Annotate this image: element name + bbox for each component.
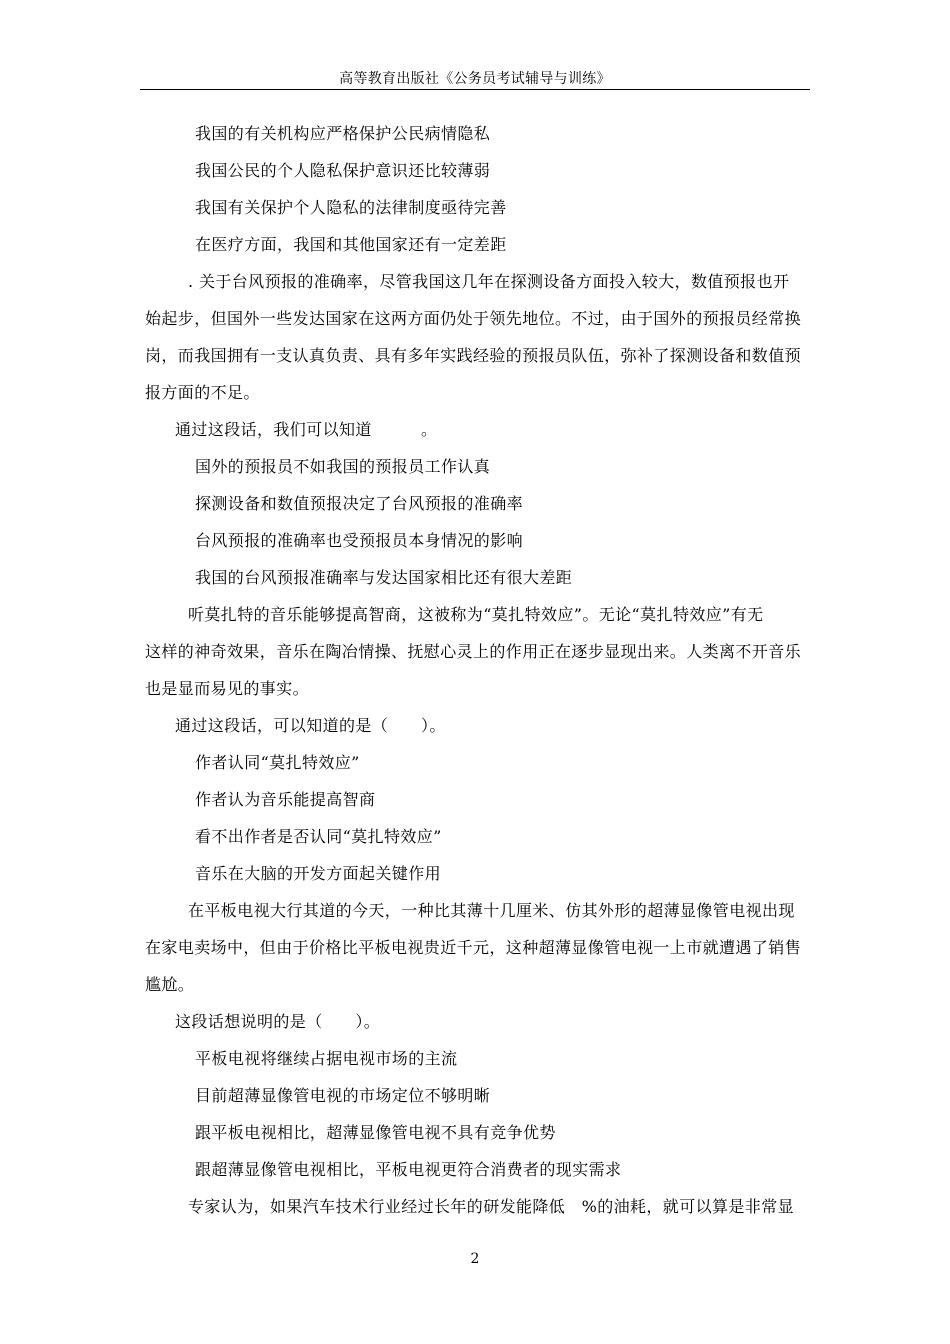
answer-option: 跟超薄显像管电视相比，平板电视更符合消费者的现实需求 — [195, 1160, 622, 1179]
passage-line: 在家电卖场中，但由于价格比平板电视贵近千元，这种超薄显像管电视一上市就遭遇了销售 — [145, 938, 802, 957]
answer-option: 我国的台风预报准确率与发达国家相比还有很大差距 — [195, 568, 573, 587]
passage-line: 始起步，但国外一些发达国家在这两方面仍处于领先地位。不过，由于国外的预报员经常换 — [145, 309, 802, 328]
answer-option: 探测设备和数值预报决定了台风预报的准确率 — [195, 494, 524, 513]
answer-option: 在医疗方面，我国和其他国家还有一定差距 — [195, 235, 507, 254]
passage-line: 报方面的不足。 — [145, 383, 260, 402]
running-header: 高等教育出版社《公务员考试辅导与训练》 — [339, 71, 611, 87]
answer-option: 作者认为音乐能提高智商 — [195, 790, 376, 809]
passage-first-line: 在平板电视大行其道的今天，一种比其薄十几厘米、仿其外形的超薄显像管电视出现 — [188, 901, 795, 920]
passage-first-line: . 关于台风预报的准确率，尽管我国这几年在探测设备方面投入较大，数值预报也开 — [188, 272, 790, 291]
answer-option: 音乐在大脑的开发方面起关键作用 — [195, 864, 442, 883]
answer-option: 目前超薄显像管电视的市场定位不够明晰 — [195, 1086, 491, 1105]
answer-option: 平板电视将继续占据电视市场的主流 — [195, 1049, 458, 1068]
page-number: 2 — [470, 1251, 480, 1267]
header-divider — [140, 89, 810, 90]
question-prompt: 通过这段话，可以知道的是（ ）。 — [175, 716, 446, 735]
passage-first-line: 听莫扎特的音乐能够提高智商，这被称为“莫扎特效应”。无论“莫扎特效应”有无 — [188, 605, 764, 624]
answer-option: 我国的有关机构应严格保护公民病情隐私 — [195, 124, 491, 143]
answer-option: 国外的预报员不如我国的预报员工作认真 — [195, 457, 491, 476]
passage-line: 这样的神奇效果，音乐在陶冶情操、抚慰心灵上的作用正在逐步显现出来。人类离不开音乐 — [145, 642, 802, 661]
answer-option: 看不出作者是否认同“莫扎特效应” — [195, 827, 442, 846]
answer-option: 我国公民的个人隐私保护意识还比较薄弱 — [195, 161, 491, 180]
page-body — [145, 115, 808, 1225]
answer-option: 我国有关保护个人隐私的法律制度亟待完善 — [195, 198, 507, 217]
answer-option: 作者认同“莫扎特效应” — [195, 753, 360, 772]
answer-option: 跟平板电视相比，超薄显像管电视不具有竞争优势 — [195, 1123, 556, 1142]
question-prompt: 通过这段话，我们可以知道 。 — [175, 420, 438, 439]
passage-line: 尴尬。 — [145, 975, 195, 994]
answer-option: 台风预报的准确率也受预报员本身情况的影响 — [195, 531, 524, 550]
passage-first-line: 专家认为，如果汽车技术行业经过长年的研发能降低 %的油耗，就可以算是非常显 — [188, 1197, 795, 1216]
passage-line: 也是显而易见的事实。 — [145, 679, 310, 698]
passage-line: 岗，而我国拥有一支认真负责、具有多年实践经验的预报员队伍，弥补了探测设备和数值预 — [145, 346, 802, 365]
question-prompt: 这段话想说明的是（ ）。 — [175, 1012, 381, 1031]
